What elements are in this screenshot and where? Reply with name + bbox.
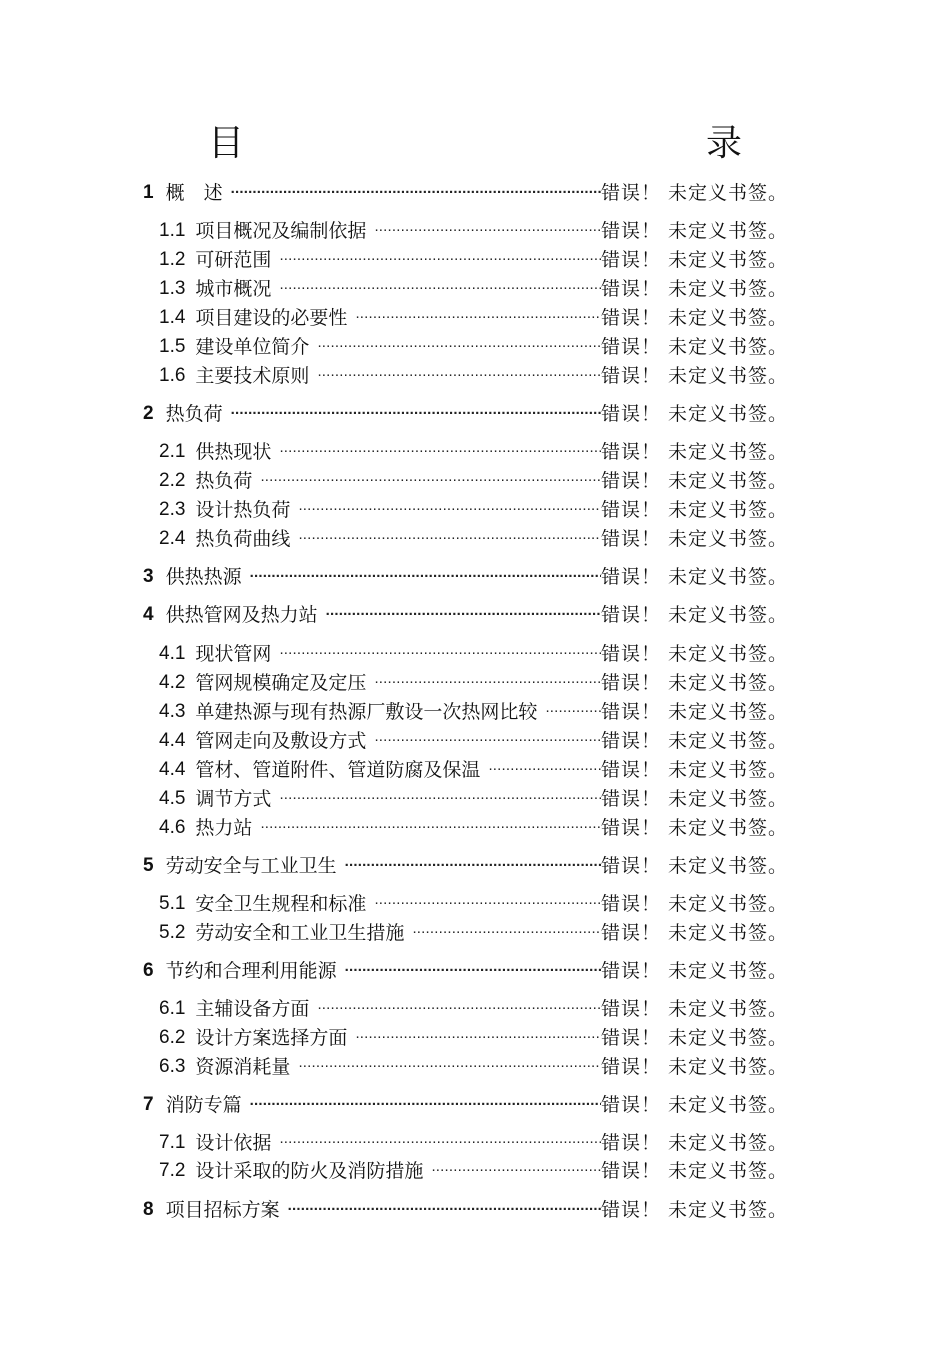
toc-dot-leader [279, 247, 601, 273]
toc-entry-ref: 错误！ 未定义书签。 [600, 759, 788, 781]
toc-dot-leader [298, 497, 601, 523]
toc-entry-label: 热负荷 [195, 470, 253, 492]
toc-entry-4-5[interactable] [159, 786, 788, 812]
toc-entry-ref: 错误！ 未定义书签。 [600, 1199, 788, 1221]
toc-entry-number: 3 [143, 566, 154, 587]
toc-entry-ref: 错误！ 未定义书签。 [600, 998, 788, 1020]
toc-entry-1-1[interactable] [159, 218, 788, 244]
toc-entry-3[interactable] [143, 564, 788, 590]
toc-entry-label: 单建热源与现有热源厂敷设一次热网比较 [195, 701, 538, 723]
toc-dot-leader [374, 891, 601, 917]
toc-dot-leader [355, 1025, 601, 1051]
toc-entry-label: 设计依据 [195, 1132, 272, 1154]
toc-entry-label: 项目概况及编制依据 [195, 220, 367, 242]
toc-entry-number: 4.6 [159, 817, 186, 838]
toc-entry-1-2[interactable] [159, 247, 788, 273]
toc-entry-label: 热负荷 [165, 403, 223, 425]
toc-entry-6[interactable] [143, 958, 788, 984]
toc-entry-4-6[interactable] [159, 815, 788, 841]
toc-entry-ref: 错误！ 未定义书签。 [600, 893, 788, 915]
toc-entry-label: 管网规模确定及定压 [195, 672, 367, 694]
toc-entry-label: 概 述 [165, 182, 223, 204]
toc-entry-number: 7.2 [159, 1160, 186, 1181]
toc-entry-label: 主要技术原则 [195, 365, 310, 387]
toc-entry-number: 1.3 [159, 278, 186, 299]
toc-dot-leader [317, 334, 601, 360]
toc-entry-6-2[interactable] [159, 1025, 788, 1051]
toc-entry-number: 1.2 [159, 249, 186, 270]
toc-entry-number: 4.1 [159, 643, 186, 664]
toc-dot-leader [279, 276, 601, 302]
toc-entry-label: 资源消耗量 [195, 1056, 291, 1078]
toc-dot-leader [431, 1158, 601, 1184]
toc-entry-ref: 错误！ 未定义书签。 [600, 528, 788, 550]
toc-entry-ref: 错误！ 未定义书签。 [600, 922, 788, 944]
toc-dot-leader [279, 786, 601, 812]
toc-entry-5[interactable] [143, 853, 788, 879]
toc-entry-2-4[interactable] [159, 526, 788, 552]
toc-entry-4-2[interactable] [159, 670, 788, 696]
toc-entry-number: 2.2 [159, 470, 186, 491]
toc-entry-number: 1.4 [159, 307, 186, 328]
toc-entry-label: 消防专篇 [165, 1094, 242, 1116]
toc-entry-number: 4 [143, 604, 154, 625]
toc-entry-ref: 错误！ 未定义书签。 [600, 1132, 788, 1154]
toc-entry-label: 劳动安全与工业卫生 [165, 855, 337, 877]
toc-entry-label: 供热管网及热力站 [165, 604, 318, 626]
toc-entry-number: 6 [143, 960, 154, 981]
toc-entry-number: 1.6 [159, 365, 186, 386]
toc-dot-leader [260, 815, 601, 841]
toc-dot-leader [374, 728, 601, 754]
toc-entry-number: 4.3 [159, 701, 186, 722]
toc-entry-ref: 错误！ 未定义书签。 [600, 249, 788, 271]
toc-entry-number: 2.3 [159, 499, 186, 520]
toc-entry-number: 7.1 [159, 1132, 186, 1153]
toc-entry-ref: 错误！ 未定义书签。 [600, 441, 788, 463]
toc-entry-4-4b[interactable] [159, 757, 788, 783]
toc-entry-ref: 错误！ 未定义书签。 [600, 604, 788, 626]
toc-dot-leader [250, 1092, 601, 1118]
toc-dot-leader [345, 853, 601, 879]
toc-entry-number: 1.1 [159, 220, 186, 241]
toc-entry-ref: 错误！ 未定义书签。 [600, 672, 788, 694]
toc-dot-leader [326, 602, 601, 628]
toc-entry-ref: 错误！ 未定义书签。 [600, 1094, 788, 1116]
toc-dot-leader [288, 1197, 601, 1223]
toc-entry-ref: 错误！ 未定义书签。 [600, 278, 788, 300]
toc-entry-label: 安全卫生规程和标准 [195, 893, 367, 915]
toc-entry-ref: 错误！ 未定义书签。 [600, 960, 788, 982]
toc-entry-1[interactable] [143, 180, 788, 206]
toc-entry-1-5[interactable] [159, 334, 788, 360]
toc-entry-ref: 错误！ 未定义书签。 [600, 182, 788, 204]
toc-entry-number: 8 [143, 1199, 154, 1220]
toc-entry-number: 4.5 [159, 788, 186, 809]
toc-entry-ref: 错误！ 未定义书签。 [600, 1160, 788, 1182]
toc-dot-leader [374, 670, 601, 696]
toc-entry-ref: 错误！ 未定义书签。 [600, 701, 788, 723]
toc-entry-label: 调节方式 [195, 788, 272, 810]
toc-entry-ref: 错误！ 未定义书签。 [600, 1056, 788, 1078]
toc-entry-number: 2.4 [159, 528, 186, 549]
toc-entry-label: 供热现状 [195, 441, 272, 463]
toc-entry-ref: 错误！ 未定义书签。 [600, 220, 788, 242]
toc-entry-label: 管网走向及敷设方式 [195, 730, 367, 752]
toc-entry-4[interactable] [143, 602, 788, 628]
toc-entry-label: 供热热源 [165, 566, 242, 588]
toc-entry-2-3[interactable] [159, 497, 788, 523]
toc-entry-ref: 错误！ 未定义书签。 [600, 643, 788, 665]
toc-dot-leader [374, 218, 601, 244]
toc-entry-label: 主辅设备方面 [195, 998, 310, 1020]
toc-entry-label: 项目建设的必要性 [195, 307, 348, 329]
toc-entry-number: 7 [143, 1094, 154, 1115]
toc-entry-label: 设计采取的防火及消防措施 [195, 1160, 424, 1182]
toc-dot-leader [231, 401, 601, 427]
toc-dot-leader [279, 641, 601, 667]
toc-entry-ref: 错误！ 未定义书签。 [600, 470, 788, 492]
toc-dot-leader [355, 305, 601, 331]
toc-entry-ref: 错误！ 未定义书签。 [600, 307, 788, 329]
toc-dot-leader [545, 699, 601, 725]
toc-entry-6-3[interactable] [159, 1054, 788, 1080]
toc-entry-ref: 错误！ 未定义书签。 [600, 1027, 788, 1049]
toc-entry-6-1[interactable] [159, 996, 788, 1022]
toc-entry-number: 5 [143, 855, 154, 876]
toc-entry-7-1[interactable] [159, 1130, 788, 1156]
toc-entry-ref: 错误！ 未定义书签。 [600, 336, 788, 358]
toc-entry-number: 1.5 [159, 336, 186, 357]
toc-dot-leader [231, 180, 601, 206]
toc-entry-number: 4.4 [159, 730, 186, 751]
toc-entry-number: 1 [143, 182, 154, 203]
toc-dot-leader [260, 468, 601, 494]
toc-dot-leader [317, 363, 601, 389]
toc-entry-1-4[interactable] [159, 305, 788, 331]
toc-entry-1-3[interactable] [159, 276, 788, 302]
toc-entry-label: 管材、管道附件、管道防腐及保温 [195, 759, 481, 781]
toc-entry-2-2[interactable] [159, 468, 788, 494]
toc-entry-4-4a[interactable] [159, 728, 788, 754]
toc-dot-leader [298, 526, 601, 552]
toc-entry-ref: 错误！ 未定义书签。 [600, 499, 788, 521]
toc-entry-label: 设计热负荷 [195, 499, 291, 521]
toc-entry-label: 可研范围 [195, 249, 272, 271]
toc-entry-ref: 错误！ 未定义书签。 [600, 817, 788, 839]
toc-entry-ref: 错误！ 未定义书签。 [600, 403, 788, 425]
toc-entry-label: 劳动安全和工业卫生措施 [195, 922, 405, 944]
toc-entry-5-2[interactable] [159, 920, 788, 946]
toc-entry-label: 项目招标方案 [165, 1199, 280, 1221]
toc-entry-4-1[interactable] [159, 641, 788, 667]
toc-entry-7[interactable] [143, 1092, 788, 1118]
toc-dot-leader [298, 1054, 601, 1080]
toc-entry-label: 建设单位简介 [195, 336, 310, 358]
toc-entry-2[interactable] [143, 401, 788, 427]
toc-dot-leader [279, 439, 601, 465]
toc-entry-label: 设计方案选择方面 [195, 1027, 348, 1049]
toc-entry-number: 5.1 [159, 893, 186, 914]
toc-entry-ref: 错误！ 未定义书签。 [600, 788, 788, 810]
toc-dot-leader [345, 958, 601, 984]
toc-entry-8[interactable] [143, 1197, 788, 1223]
toc-entry-number: 4.4 [159, 759, 186, 780]
toc-dot-leader [279, 1130, 601, 1156]
toc-entry-label: 热负荷曲线 [195, 528, 291, 550]
toc-dot-leader [488, 757, 601, 783]
toc-entry-ref: 错误！ 未定义书签。 [600, 566, 788, 588]
toc-dot-leader [317, 996, 601, 1022]
toc-entry-number: 2.1 [159, 441, 186, 462]
toc-entry-label: 热力站 [195, 817, 253, 839]
toc-dot-leader [412, 920, 601, 946]
toc-entry-ref: 错误！ 未定义书签。 [600, 730, 788, 752]
toc-entry-label: 城市概况 [195, 278, 272, 300]
toc-entry-number: 5.2 [159, 922, 186, 943]
toc-entry-label: 节约和合理利用能源 [165, 960, 337, 982]
toc-entry-number: 6.1 [159, 998, 186, 1019]
toc-entry-number: 6.2 [159, 1027, 186, 1048]
toc-entry-ref: 错误！ 未定义书签。 [600, 365, 788, 387]
toc-entry-number: 6.3 [159, 1056, 186, 1077]
toc-entry-2-1[interactable] [159, 439, 788, 465]
toc-entry-number: 4.2 [159, 672, 186, 693]
toc-entry-5-1[interactable] [159, 891, 788, 917]
toc-entry-ref: 错误！ 未定义书签。 [600, 855, 788, 877]
page-title: 目 录 [207, 123, 872, 164]
toc-entry-1-6[interactable] [159, 363, 788, 389]
toc-entry-number: 2 [143, 403, 154, 424]
toc-entry-7-2[interactable] [159, 1158, 788, 1184]
toc-entry-4-3[interactable] [159, 699, 788, 725]
toc-entry-label: 现状管网 [195, 643, 272, 665]
toc-dot-leader [250, 564, 601, 590]
